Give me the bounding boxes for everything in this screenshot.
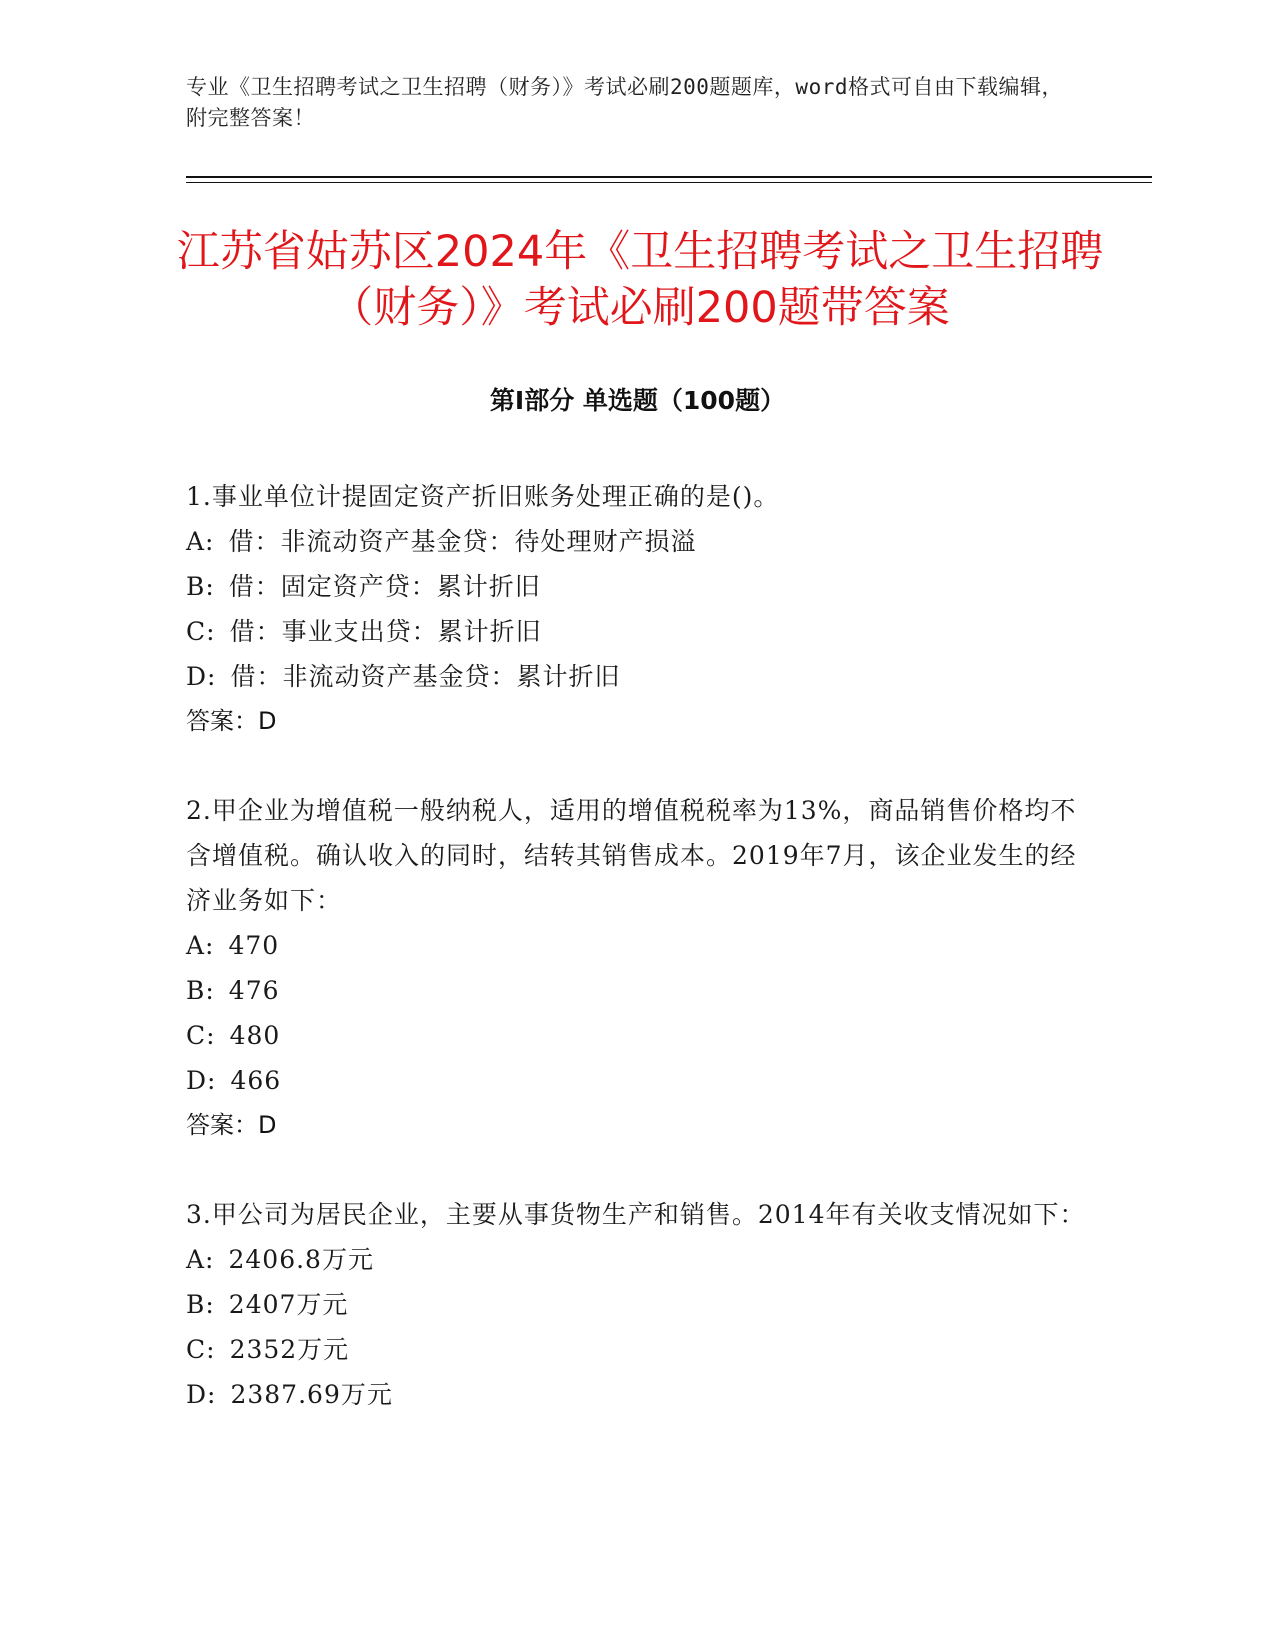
answer-line: 答案：D	[186, 707, 277, 735]
option-text: 借：非流动资产基金贷：待处理财产损溢	[228, 527, 697, 556]
option-text: 470	[228, 931, 280, 960]
document-title: 江苏省姑苏区2024年《卫生招聘考试之卫生招聘（财务）》考试必刷200题带答案	[176, 227, 1104, 333]
option-c	[186, 1013, 1086, 1058]
question-stem: 1.事业单位计提固定资产折旧账务处理正确的是()。	[186, 482, 780, 511]
option-b	[186, 968, 1086, 1013]
option-text: 466	[230, 1066, 282, 1095]
question-item	[186, 788, 1086, 1148]
option-letter: D:	[186, 662, 217, 691]
option-letter: A:	[186, 527, 215, 556]
question-stem: 2.甲企业为增值税一般纳税人，适用的增值税税率为13%，商品销售价格均不含增值税。确认收入的同时，结转其销售成本。2019年7月，该企业发生的经济业务如下：	[186, 796, 1077, 915]
option-letter: D:	[186, 1380, 217, 1409]
section-title: 第Ⅰ部分 单选题（100题）	[489, 386, 786, 415]
option-letter: A:	[186, 931, 215, 960]
option-letter: B:	[186, 572, 215, 601]
option-letter: A:	[186, 1245, 215, 1274]
option-d	[186, 1058, 1086, 1103]
option-text: 2407万元	[228, 1290, 349, 1319]
option-b	[186, 1282, 1086, 1327]
option-letter: B:	[186, 976, 215, 1005]
option-d	[186, 1372, 1086, 1417]
option-letter: B:	[186, 1290, 215, 1319]
question-item	[186, 1192, 1086, 1417]
option-a	[186, 519, 1086, 564]
header-divider-thick	[186, 176, 1152, 178]
header-note: 专业《卫生招聘考试之卫生招聘（财务）》考试必刷200题题库，word格式可自由下载编辑，附完整答案！	[186, 75, 1063, 130]
question-stem: 3.甲公司为居民企业，主要从事货物生产和销售。2014年有关收支情况如下：	[186, 1200, 1086, 1229]
question-item	[186, 474, 1086, 744]
option-text: 2352万元	[229, 1335, 350, 1364]
option-letter: C:	[186, 1335, 216, 1364]
option-text: 476	[228, 976, 280, 1005]
option-d	[186, 654, 1086, 699]
option-text: 2406.8万元	[228, 1245, 374, 1274]
option-letter: D:	[186, 1066, 217, 1095]
option-text: 480	[229, 1021, 281, 1050]
option-text: 2387.69万元	[230, 1380, 393, 1409]
option-c	[186, 609, 1086, 654]
option-b	[186, 564, 1086, 609]
option-c	[186, 1327, 1086, 1372]
option-a	[186, 923, 1086, 968]
option-text: 借：事业支出贷：累计折旧	[229, 617, 542, 646]
option-letter: C:	[186, 1021, 216, 1050]
question-list	[186, 474, 1086, 1461]
option-letter: C:	[186, 617, 216, 646]
option-a	[186, 1237, 1086, 1282]
answer-line: 答案：D	[186, 1111, 277, 1139]
option-text: 借：固定资产贷：累计折旧	[228, 572, 541, 601]
option-text: 借：非流动资产基金贷：累计折旧	[230, 662, 621, 691]
header-divider-thin	[186, 182, 1152, 183]
